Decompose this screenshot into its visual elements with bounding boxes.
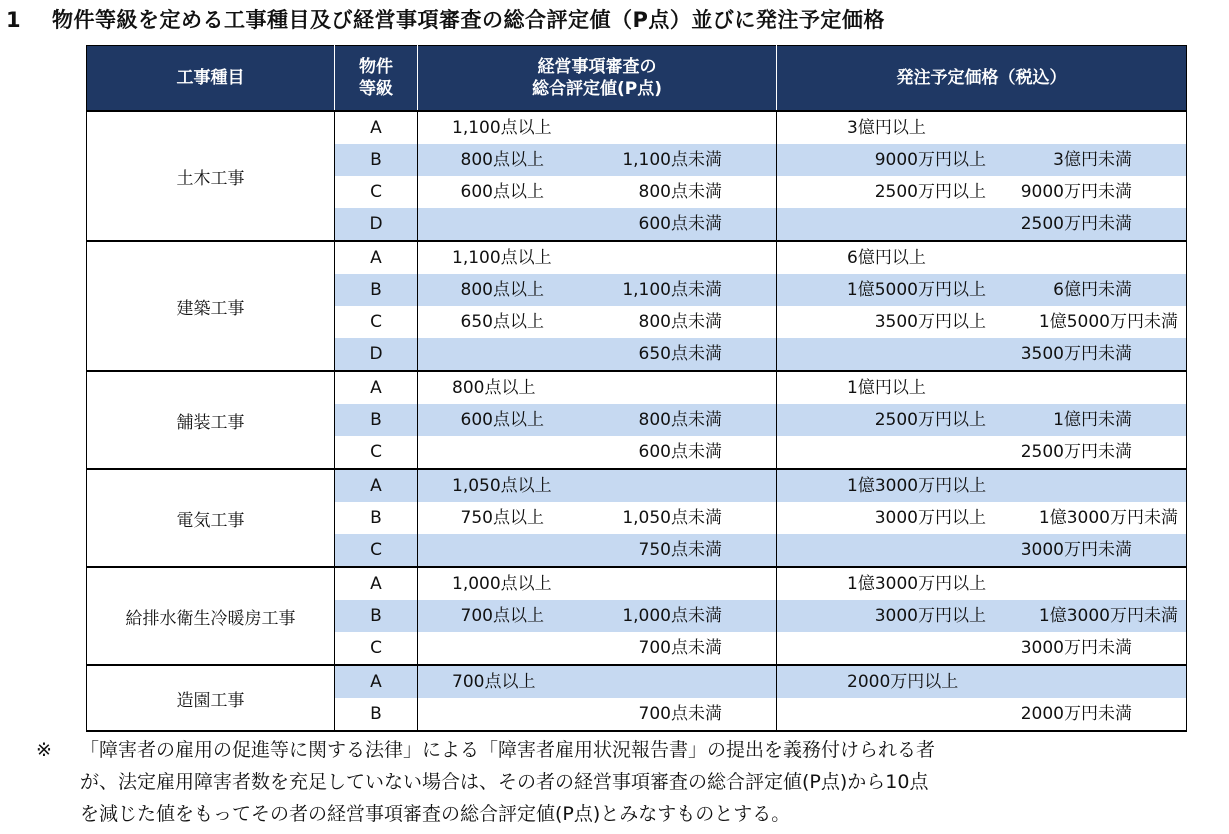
work-kind-cell: 舗装工事 (87, 371, 335, 469)
price-lower-bound: 2500万円以上 (874, 182, 986, 202)
header-grade-line2: 等級 (359, 79, 393, 99)
price-lower-bound: 2000万円以上 (847, 672, 959, 692)
title-number: 1 (6, 8, 22, 32)
table-row (87, 469, 1187, 502)
price-lower-bound: 1億3000万円以上 (847, 476, 987, 496)
header-score (418, 46, 777, 112)
header-score-line1: 経営事項審査の (537, 57, 657, 77)
score-lower-bound: 750点以上 (460, 508, 544, 528)
price-lower-bound: 1億5000万円以上 (846, 280, 986, 300)
price-lower-bound: 3000万円以上 (874, 508, 986, 528)
score-upper-bound: 800点未満 (638, 312, 722, 332)
price-cell (777, 274, 1187, 306)
header-grade (335, 46, 418, 112)
score-cell (418, 469, 777, 502)
price-cell (777, 632, 1187, 665)
price-cell (777, 338, 1187, 371)
footnote (36, 734, 1220, 830)
footnote-line: 「障害者の雇用の促進等に関する法律」による「障害者雇用状況報告書」の提出を義務付けられる者 (80, 739, 936, 761)
grade-cell: A (335, 371, 418, 404)
score-cell (418, 600, 777, 632)
price-upper-bound: 1億3000万円未満 (1038, 606, 1178, 626)
score-upper-bound: 700点未満 (638, 638, 722, 658)
score-cell (418, 567, 777, 600)
price-upper-bound: 6億円未満 (1053, 280, 1132, 300)
work-kind-cell: 給排水衛生冷暖房工事 (87, 567, 335, 665)
footnote-mark: ※ (36, 739, 52, 761)
score-upper-bound: 700点未満 (638, 704, 722, 724)
score-cell (418, 144, 777, 176)
work-kind-cell: 造園工事 (87, 665, 335, 731)
grade-cell: C (335, 176, 418, 208)
grade-cell: D (335, 338, 418, 371)
price-upper-bound: 3000万円未満 (1020, 540, 1132, 560)
grade-cell: A (335, 111, 418, 144)
score-lower-bound: 1,050点以上 (452, 476, 552, 496)
grade-cell: B (335, 404, 418, 436)
score-cell (418, 404, 777, 436)
table-header-row (87, 46, 1187, 112)
price-upper-bound: 1億円未満 (1053, 410, 1132, 430)
price-upper-bound: 2000万円未満 (1020, 704, 1132, 724)
score-cell (418, 698, 777, 731)
score-cell (418, 111, 777, 144)
score-lower-bound: 1,100点以上 (452, 248, 552, 268)
grade-cell: A (335, 567, 418, 600)
header-grade-line1: 物件 (359, 57, 393, 77)
score-cell (418, 208, 777, 241)
price-upper-bound: 3000万円未満 (1020, 638, 1132, 658)
grade-cell: B (335, 600, 418, 632)
score-upper-bound: 600点未満 (638, 214, 722, 234)
grade-cell: C (335, 534, 418, 567)
grade-cell: A (335, 469, 418, 502)
score-lower-bound: 600点以上 (460, 410, 544, 430)
grade-cell: D (335, 208, 418, 241)
price-cell (777, 111, 1187, 144)
grade-table (86, 45, 1187, 732)
score-lower-bound: 700点以上 (460, 606, 544, 626)
price-cell (777, 567, 1187, 600)
score-upper-bound: 800点未満 (638, 182, 722, 202)
grade-cell: A (335, 665, 418, 698)
price-cell (777, 600, 1187, 632)
score-lower-bound: 800点以上 (452, 378, 536, 398)
table-row (87, 665, 1187, 698)
price-cell (777, 469, 1187, 502)
price-lower-bound: 3000万円以上 (874, 606, 986, 626)
score-lower-bound: 1,000点以上 (452, 574, 552, 594)
price-upper-bound: 2500万円未満 (1020, 214, 1132, 234)
score-cell (418, 436, 777, 469)
grade-cell: B (335, 502, 418, 534)
footnote-line: を減じた値をもってその者の経営事項審査の総合評定値(P点)とみなすものとする。 (80, 803, 791, 825)
score-lower-bound: 800点以上 (460, 150, 544, 170)
score-lower-bound: 1,100点以上 (452, 118, 552, 138)
score-cell (418, 502, 777, 534)
score-cell (418, 632, 777, 665)
price-cell (777, 665, 1187, 698)
score-cell (418, 371, 777, 404)
price-lower-bound: 3500万円以上 (874, 312, 986, 332)
price-cell (777, 436, 1187, 469)
price-upper-bound: 1億3000万円未満 (1038, 508, 1178, 528)
score-cell (418, 274, 777, 306)
price-lower-bound: 1億3000万円以上 (847, 574, 987, 594)
score-upper-bound: 600点未満 (638, 442, 722, 462)
work-kind-cell: 建築工事 (87, 241, 335, 371)
price-cell (777, 502, 1187, 534)
score-lower-bound: 700点以上 (452, 672, 536, 692)
score-upper-bound: 800点未満 (638, 410, 722, 430)
grade-cell: B (335, 144, 418, 176)
score-upper-bound: 1,050点未満 (622, 508, 722, 528)
header-kind: 工事種目 (87, 46, 335, 112)
score-upper-bound: 650点未満 (638, 344, 722, 364)
price-cell (777, 208, 1187, 241)
price-upper-bound: 3億円未満 (1053, 150, 1132, 170)
price-lower-bound: 6億円以上 (847, 248, 926, 268)
price-lower-bound: 2500万円以上 (874, 410, 986, 430)
score-cell (418, 338, 777, 371)
score-cell (418, 176, 777, 208)
grade-cell: C (335, 436, 418, 469)
price-cell (777, 404, 1187, 436)
score-cell (418, 306, 777, 338)
table-row (87, 111, 1187, 144)
grade-cell: C (335, 632, 418, 665)
table-row (87, 567, 1187, 600)
price-upper-bound: 2500万円未満 (1020, 442, 1132, 462)
grade-cell: C (335, 306, 418, 338)
price-upper-bound: 9000万円未満 (1020, 182, 1132, 202)
grade-cell: B (335, 274, 418, 306)
price-lower-bound: 9000万円以上 (874, 150, 986, 170)
work-kind-cell: 土木工事 (87, 111, 335, 241)
price-lower-bound: 3億円以上 (847, 118, 926, 138)
price-cell (777, 698, 1187, 731)
title-text: 物件等級を定める工事種目及び経営事項審査の総合評定値（P点）並びに発注予定価格 (52, 8, 885, 32)
table-row (87, 241, 1187, 274)
score-upper-bound: 1,000点未満 (622, 606, 722, 626)
price-cell (777, 176, 1187, 208)
score-lower-bound: 650点以上 (460, 312, 544, 332)
price-cell (777, 534, 1187, 567)
table-row (87, 371, 1187, 404)
price-cell (777, 371, 1187, 404)
score-lower-bound: 800点以上 (460, 280, 544, 300)
price-upper-bound: 3500万円未満 (1020, 344, 1132, 364)
grade-cell: B (335, 698, 418, 731)
header-score-line2: 総合評定値(P点) (532, 79, 662, 99)
price-upper-bound: 1億5000万円未満 (1038, 312, 1178, 332)
score-upper-bound: 1,100点未満 (622, 150, 722, 170)
price-cell (777, 306, 1187, 338)
score-cell (418, 534, 777, 567)
score-lower-bound: 600点以上 (460, 182, 544, 202)
table-body (87, 111, 1187, 731)
score-cell (418, 665, 777, 698)
footnote-line: が、法定雇用障害者数を充足していない場合は、その者の経営事項審査の総合評定値(P点)から10点 (80, 771, 929, 793)
price-lower-bound: 1億円以上 (847, 378, 926, 398)
grade-cell: A (335, 241, 418, 274)
score-upper-bound: 750点未満 (638, 540, 722, 560)
page-title (6, 4, 885, 34)
score-cell (418, 241, 777, 274)
header-price: 発注予定価格（税込） (777, 46, 1187, 112)
work-kind-cell: 電気工事 (87, 469, 335, 567)
price-cell (777, 241, 1187, 274)
score-upper-bound: 1,100点未満 (622, 280, 722, 300)
price-cell (777, 144, 1187, 176)
